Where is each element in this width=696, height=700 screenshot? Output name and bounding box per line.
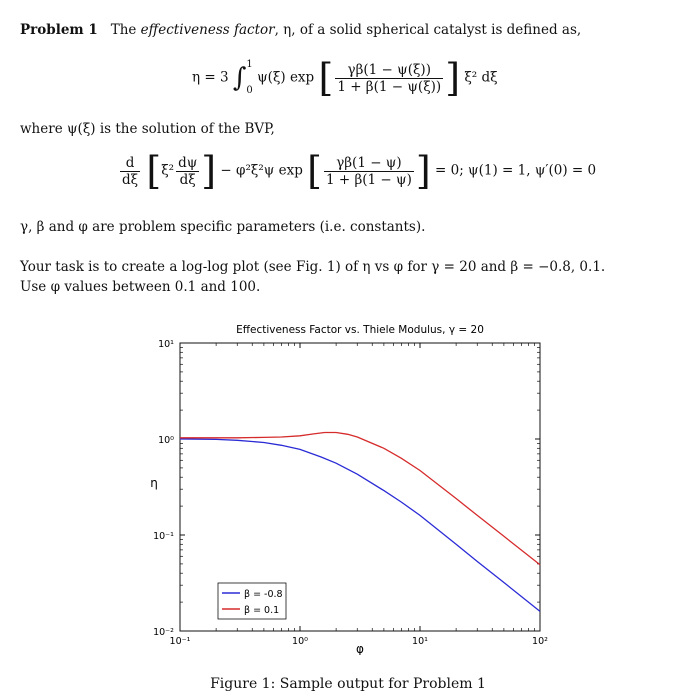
eq2-den: 1 + β(1 − ψ) <box>325 171 412 188</box>
problem-label: Problem 1 <box>20 22 98 38</box>
intro-b: , η, of a solid spherical catalyst is defined as, <box>274 22 582 38</box>
legend-label-beta-01: β = 0.1 <box>244 605 280 616</box>
eq1-tail: ξ² dξ <box>464 69 498 86</box>
integral-upper: 1 <box>246 59 253 70</box>
equation-eta: η = 3 ∫ 1 0 ψ(ξ) exp [ $\frac{\gamma\beta(1 - \psi(\xi))}{1 + \beta(1 - \psi(\xi))}$ ] ξ² dξ <box>192 52 498 104</box>
x-tick-label: 10² <box>532 636 548 647</box>
loglog-chart <box>140 315 560 655</box>
y-tick-label: 10⁻² <box>153 627 174 638</box>
eq2-d-den: dξ <box>122 171 139 188</box>
equation-bvp: $\frac{d}{d\xi}$ [ξ² $\frac{d\psi}{d\xi}$ ] − φ²ξ²ψ exp [ $\frac{\gamma\beta(1 - \psi)}{1 + \beta(1 - \psi)}$ ] = 0; ψ(1) = 1, ψ′(0) = 0 <box>122 149 597 193</box>
y-tick-label: 10⁻¹ <box>153 531 174 542</box>
eq2-num: γβ(1 − ψ) <box>336 154 402 171</box>
integral-sign: ∫ <box>232 63 247 93</box>
eq1-den: 1 + β(1 − ψ(ξ)) <box>337 78 442 95</box>
y-axis-label: η <box>150 476 158 490</box>
task-line-2: Use φ values between 0.1 and 100. <box>20 279 261 295</box>
where-line: where ψ(ξ) is the solution of the BVP, <box>20 121 275 137</box>
chart-title: Effectiveness Factor vs. Thiele Modulus, γ = 20 <box>236 324 484 336</box>
figure-caption: Figure 1: Sample output for Problem 1 <box>210 676 486 692</box>
legend <box>218 583 286 619</box>
intro-a: The <box>110 22 141 38</box>
eq2-d-num: d <box>125 154 135 171</box>
x-axis-label: φ <box>356 642 364 655</box>
intro-term: effectiveness factor <box>140 22 275 38</box>
params-line: γ, β and φ are problem specific parameters (i.e. constants). <box>20 219 426 235</box>
eq2-rhs: = 0; ψ(1) = 1, ψ′(0) = 0 <box>435 162 597 179</box>
eq1-lhs: η = 3 <box>192 69 229 86</box>
legend-label-beta-neg08: β = -0.8 <box>244 589 283 600</box>
y-tick-label: 10¹ <box>158 339 174 350</box>
x-tick-label: 10⁻¹ <box>169 636 191 647</box>
x-tick-label: 10⁰ <box>292 636 308 647</box>
task-line-1: Your task is to create a log-log plot (see Fig. 1) of η vs φ for γ = 20 and β = −0.8, 0.1. <box>20 259 606 275</box>
eq1-integrand: ψ(ξ) exp <box>257 69 315 86</box>
eq2-middle: − φ²ξ²ψ exp <box>220 162 303 179</box>
x-tick-label: 10¹ <box>412 636 428 647</box>
eq1-num: γβ(1 − ψ(ξ)) <box>347 61 431 78</box>
integral-lower: 0 <box>246 85 253 96</box>
problem-statement <box>20 22 581 38</box>
eq2-inner-left: ξ² <box>161 162 175 179</box>
eq2-inner-den: dξ <box>176 171 199 188</box>
y-tick-label: 10⁰ <box>158 435 174 446</box>
eq2-inner-num: dψ <box>178 154 198 171</box>
